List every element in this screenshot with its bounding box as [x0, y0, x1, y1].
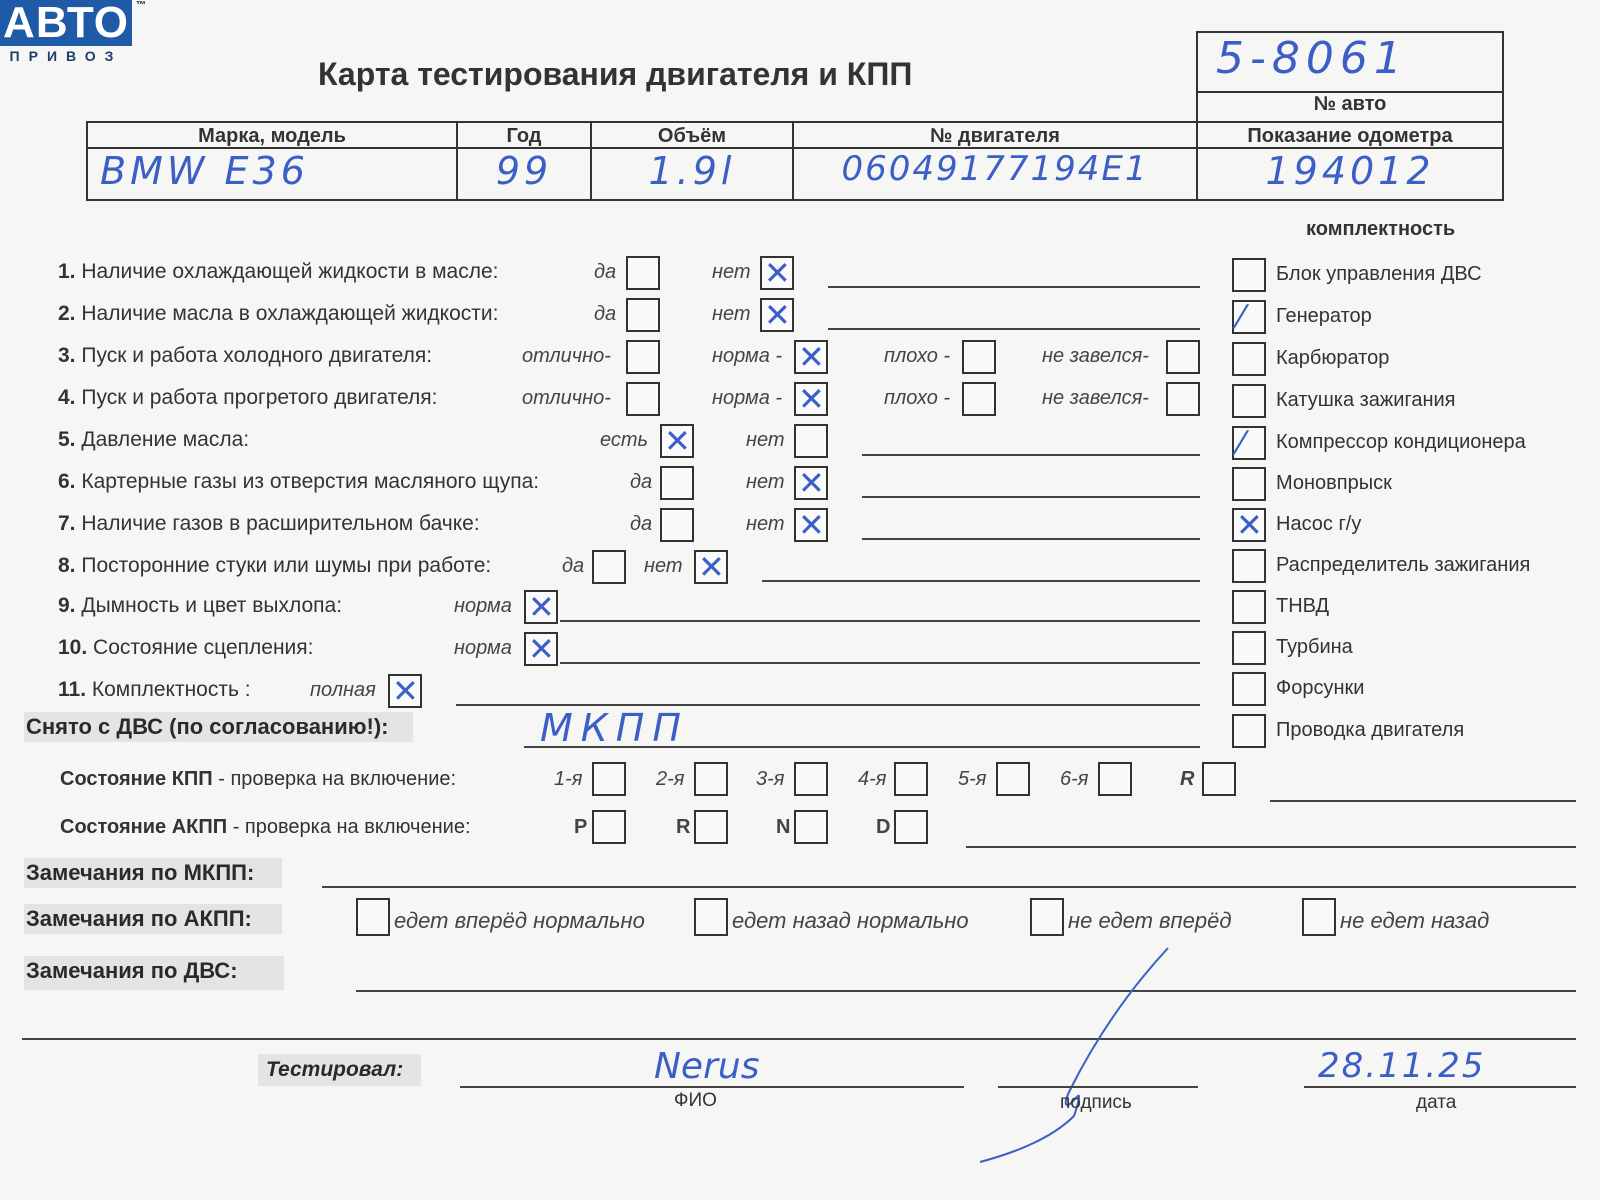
value-make: BMW E36 — [86, 147, 458, 201]
komplekt-ac-compressor-checkbox[interactable] — [1232, 426, 1266, 460]
komplekt-carburetor-label: Карбюратор — [1276, 347, 1390, 369]
q10-notes-line — [560, 662, 1200, 664]
q6-yes-checkbox[interactable] — [660, 466, 694, 500]
q4-normal-checkbox[interactable] — [794, 382, 828, 416]
q8-yes-checkbox[interactable] — [592, 550, 626, 584]
kpp-gear-4-label: 4-я — [858, 768, 887, 790]
removed-label: Снято с ДВС (по согласованию!): — [24, 712, 413, 742]
header-engine-no: № двигателя — [792, 121, 1198, 149]
q8-no-label: нет — [644, 555, 683, 577]
q6-yes-label: да — [630, 471, 653, 493]
akpp-p-label: P — [574, 816, 588, 838]
value-year: 99 — [456, 147, 592, 201]
akpp-d-checkbox[interactable] — [894, 810, 928, 844]
q7-no-label: нет — [746, 513, 785, 535]
q4-nostart-checkbox[interactable] — [1166, 382, 1200, 416]
logo-subtext: ПРИВОЗ — [9, 48, 123, 64]
q11-full-checkbox[interactable] — [388, 674, 422, 708]
q5-yes-checkbox[interactable] — [660, 424, 694, 458]
q5-no-checkbox[interactable] — [794, 424, 828, 458]
komplekt-distributor-checkbox[interactable] — [1232, 549, 1266, 583]
logo — [0, 0, 146, 68]
q8-notes-line — [762, 580, 1200, 582]
logo-text: АВТО — [0, 0, 132, 46]
value-engine-no: 06049177194E1 — [792, 147, 1198, 201]
q5-notes-line — [862, 454, 1200, 456]
kpp-gear-r-checkbox[interactable] — [1202, 762, 1236, 796]
q2-notes-line — [828, 328, 1200, 330]
q9-normal-checkbox[interactable] — [524, 590, 558, 624]
komplekt-tnvd-label: ТНВД — [1276, 595, 1330, 617]
question-3: 3. Пуск и работа холодного двигателя: — [58, 344, 433, 367]
akpp-forward-ok-label: едет вперёд нормально — [394, 908, 645, 933]
tester-name: Nerus — [654, 1046, 760, 1087]
question-2: 2. Наличие масла в охлаждающей жидкости: — [58, 302, 499, 325]
q10-normal-label: норма — [454, 637, 512, 659]
q2-yes-checkbox[interactable] — [626, 298, 660, 332]
question-8: 8. Посторонние стуки или шумы при работе: — [58, 554, 492, 577]
komplekt-tnvd-checkbox[interactable] — [1232, 590, 1266, 624]
akpp-p-checkbox[interactable] — [592, 810, 626, 844]
value-volume: 1.9l — [590, 147, 794, 201]
kpp-gear-4-checkbox[interactable] — [894, 762, 928, 796]
kpp-gear-2-label: 2-я — [656, 768, 685, 790]
date-caption: дата — [1416, 1092, 1457, 1113]
q3-nostart-label: не завелся- — [1042, 345, 1149, 367]
kpp-gear-3-checkbox[interactable] — [794, 762, 828, 796]
komplekt-wiring-checkbox[interactable] — [1232, 714, 1266, 748]
q2-yes-label: да — [594, 303, 617, 325]
komplekt-ps-pump-label: Насос г/у — [1276, 513, 1362, 535]
signature — [970, 940, 1190, 1170]
akpp-no-reverse-checkbox[interactable] — [1302, 898, 1336, 936]
komplekt-generator-label: Генератор — [1276, 305, 1372, 327]
akpp-r-label: R — [676, 816, 691, 838]
q6-notes-line — [862, 496, 1200, 498]
q8-yes-label: да — [562, 555, 585, 577]
akpp-notes-line — [966, 846, 1576, 848]
fio-caption: ФИО — [674, 1090, 717, 1111]
komplekt-generator-checkbox[interactable] — [1232, 300, 1266, 334]
q7-yes-label: да — [630, 513, 653, 535]
q9-normal-label: норма — [454, 595, 512, 617]
kpp-gear-5-label: 5-я — [958, 768, 987, 790]
q11-full-label: полная — [310, 679, 376, 701]
q4-excellent-checkbox[interactable] — [626, 382, 660, 416]
komplekt-ps-pump-checkbox[interactable] — [1232, 508, 1266, 542]
q7-no-checkbox[interactable] — [794, 508, 828, 542]
q1-no-label: нет — [712, 261, 751, 283]
q10-normal-checkbox[interactable] — [524, 632, 558, 666]
remarks-mkpp-label: Замечания по МКПП: — [24, 858, 282, 888]
logo-tm: ™ — [136, 0, 146, 11]
komplekt-title: комплектность — [1306, 218, 1456, 240]
q7-yes-checkbox[interactable] — [660, 508, 694, 542]
komplekt-distributor-label: Распределитель зажигания — [1276, 554, 1531, 576]
komplekt-monoinjection-label: Моновпрыск — [1276, 472, 1392, 494]
q3-excellent-label: отлично- — [522, 345, 611, 367]
q8-no-checkbox[interactable] — [694, 550, 728, 584]
q3-bad-checkbox[interactable] — [962, 340, 996, 374]
akpp-n-checkbox[interactable] — [794, 810, 828, 844]
akpp-no-reverse-label: не едет назад — [1340, 908, 1490, 933]
komplekt-turbo-checkbox[interactable] — [1232, 631, 1266, 665]
q3-normal-checkbox[interactable] — [794, 340, 828, 374]
value-odometer: 194012 — [1196, 147, 1504, 201]
q9-notes-line — [560, 620, 1200, 622]
komplekt-turbo-label: Турбина — [1276, 636, 1353, 658]
komplekt-coil-label: Катушка зажигания — [1276, 389, 1456, 411]
removed-value: МКПП — [540, 706, 689, 750]
akpp-reverse-ok-label: едет назад нормально — [732, 908, 969, 933]
komplekt-injectors-label: Форсунки — [1276, 677, 1365, 699]
question-10: 10. Состояние сцепления: — [58, 636, 314, 659]
kpp-gear-5-checkbox[interactable] — [996, 762, 1030, 796]
akpp-no-forward-checkbox[interactable] — [1030, 898, 1064, 936]
q2-no-checkbox[interactable] — [760, 298, 794, 332]
q1-no-checkbox[interactable] — [760, 256, 794, 290]
komplekt-wiring-label: Проводка двигателя — [1276, 719, 1465, 741]
header-year: Год — [456, 121, 592, 149]
kpp-gear-6-label: 6-я — [1060, 768, 1089, 790]
header-volume: Объём — [590, 121, 794, 149]
kpp-gear-2-checkbox[interactable] — [694, 762, 728, 796]
question-5: 5. Давление масла: — [58, 428, 250, 451]
header-odometer: Показание одометра — [1196, 121, 1504, 149]
header-make: Марка, модель — [86, 121, 458, 149]
kpp-gear-3-label: 3-я — [756, 768, 785, 790]
q5-yes-label: есть — [600, 429, 649, 451]
question-1: 1. Наличие охлаждающей жидкости в масле: — [58, 260, 499, 283]
q1-yes-label: да — [594, 261, 617, 283]
komplekt-coil-checkbox[interactable] — [1232, 384, 1266, 418]
test-date: 28.11.25 — [1318, 1046, 1486, 1086]
akpp-reverse-ok-checkbox[interactable] — [694, 898, 728, 936]
car-number-value: 5-8061 — [1216, 33, 1408, 84]
q6-no-checkbox[interactable] — [794, 466, 828, 500]
removed-line — [524, 746, 1200, 748]
q6-no-label: нет — [746, 471, 785, 493]
question-11: 11. Комплектность : — [58, 678, 251, 701]
q4-bad-checkbox[interactable] — [962, 382, 996, 416]
remarks-mkpp-line — [322, 886, 1576, 888]
kpp-notes-line — [1270, 800, 1576, 802]
akpp-r-checkbox[interactable] — [694, 810, 728, 844]
remarks-dvs-label: Замечания по ДВС: — [24, 956, 284, 990]
q3-excellent-checkbox[interactable] — [626, 340, 660, 374]
signature-line — [998, 1086, 1198, 1088]
q4-normal-label: норма - — [712, 387, 783, 409]
komplekt-injectors-checkbox[interactable] — [1232, 672, 1266, 706]
kpp-gear-r-label: R — [1180, 768, 1195, 790]
akpp-d-label: D — [876, 816, 891, 838]
q4-nostart-label: не завелся- — [1042, 387, 1149, 409]
question-9: 9. Дымность и цвет выхлопа: — [58, 594, 343, 617]
kpp-label: Состояние КПП - проверка на включение: — [60, 768, 457, 790]
akpp-n-label: N — [776, 816, 791, 838]
q1-notes-line — [828, 286, 1200, 288]
tested-label: Тестировал: — [258, 1054, 421, 1086]
signature-caption: подпись — [1060, 1092, 1132, 1113]
komplekt-ac-compressor-label: Компрессор кондиционера — [1276, 431, 1526, 453]
question-7: 7. Наличие газов в расширительном бачке: — [58, 512, 480, 535]
q7-notes-line — [862, 538, 1200, 540]
q4-excellent-label: отлично- — [522, 387, 611, 409]
komplekt-ecu-label: Блок управления ДВС — [1276, 263, 1482, 285]
komplekt-ecu-checkbox[interactable] — [1232, 258, 1266, 292]
question-6: 6. Картерные газы из отверстия масляного щупа: — [58, 470, 540, 493]
date-line — [1304, 1086, 1576, 1088]
q2-no-label: нет — [712, 303, 751, 325]
question-4: 4. Пуск и работа прогретого двигателя: — [58, 386, 438, 409]
remarks-akpp-label: Замечания по АКПП: — [24, 904, 282, 934]
remarks-dvs-line-2 — [22, 1038, 1576, 1040]
q4-bad-label: плохо - — [884, 387, 951, 409]
akpp-forward-ok-checkbox[interactable] — [356, 898, 390, 936]
kpp-gear-1-checkbox[interactable] — [592, 762, 626, 796]
car-number-box — [1196, 31, 1504, 93]
q3-normal-label: норма - — [712, 345, 783, 367]
q3-nostart-checkbox[interactable] — [1166, 340, 1200, 374]
q5-no-label: нет — [746, 429, 785, 451]
kpp-gear-6-checkbox[interactable] — [1098, 762, 1132, 796]
akpp-no-forward-label: не едет вперёд — [1068, 908, 1232, 933]
akpp-label: Состояние АКПП - проверка на включение: — [60, 816, 471, 838]
q3-bad-label: плохо - — [884, 345, 951, 367]
q1-yes-checkbox[interactable] — [626, 256, 660, 290]
fio-line — [460, 1086, 964, 1088]
remarks-dvs-line — [356, 990, 1576, 992]
komplekt-monoinjection-checkbox[interactable] — [1232, 467, 1266, 501]
page-title: Карта тестирования двигателя и КПП — [318, 56, 913, 92]
car-number-label: № авто — [1196, 91, 1504, 123]
komplekt-carburetor-checkbox[interactable] — [1232, 342, 1266, 376]
kpp-gear-1-label: 1-я — [554, 768, 583, 790]
